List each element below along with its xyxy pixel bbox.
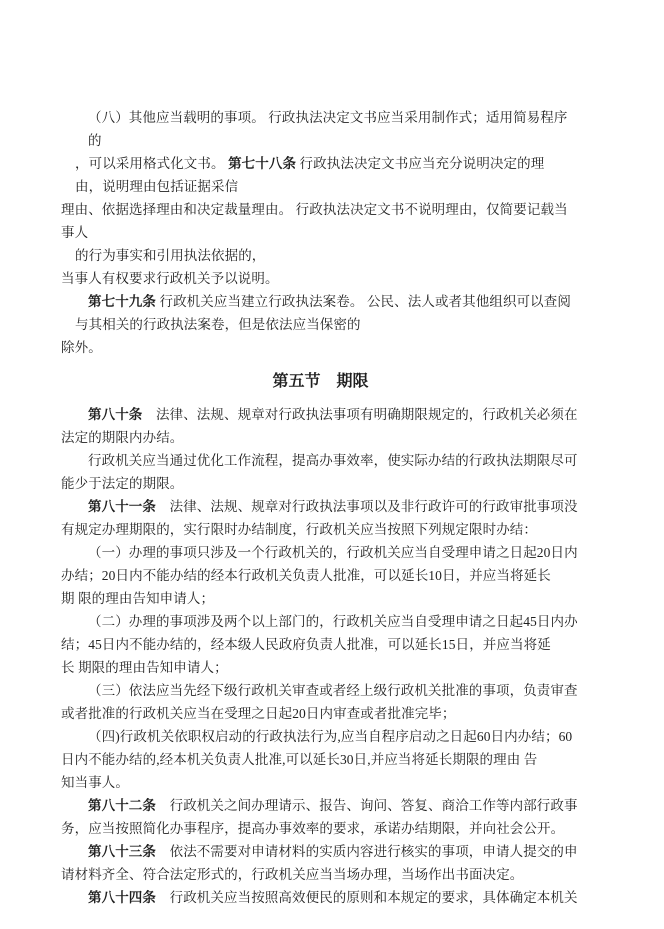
text-run: 当事人有权要求行政机关予以说明。 [61, 271, 279, 286]
paragraph-block-after-heading [61, 403, 580, 909]
text-line [61, 472, 580, 495]
text-line [61, 518, 580, 541]
text-run: 行政机关应当建立行政执法案卷。 公民、法人或者其他组织可以查阅 [156, 294, 571, 309]
article-number: 第八十一条 [88, 499, 156, 514]
text-run: 行政机关应当通过优化工作流程，提高办事效率，使实际办结的行政执法期限尽可 [88, 453, 578, 468]
text-line [61, 290, 580, 313]
text-run: ，可以采用格式化文书。 [75, 156, 229, 171]
text-run: （二）办理的事项涉及两个以上部门的，行政机关应当自受理申请之日起45日内办 [88, 614, 578, 629]
article-number: 第八十二条 [88, 798, 156, 813]
text-line [61, 403, 580, 426]
text-line [61, 541, 580, 564]
text-run: 与其相关的行政执法案卷，但是依法应当保密的 [75, 317, 361, 332]
text-line [61, 313, 580, 336]
text-run: 行政执法决定文书应当充分说明决定的理 [296, 156, 545, 171]
text-line [61, 656, 580, 679]
text-run: 除外。 [61, 340, 102, 355]
text-line [61, 152, 580, 175]
text-line [61, 267, 580, 290]
text-run: 或者批准的行政机关应当在受理之日起20日内审查或者批准完毕； [61, 706, 456, 721]
article-number: 第七十九条 [88, 294, 156, 309]
text-run: 务，应当按照简化办事程序，提高办事效率的要求，承诺办结期限，并向社会公开。 [61, 821, 565, 836]
document-body [61, 106, 580, 909]
article-number: 第七十八条 [228, 156, 297, 171]
text-line [61, 106, 580, 152]
text-run: （八）其他应当载明的事项。 行政执法决定文书应当采用制作式；适用简易程序的 [88, 110, 568, 148]
text-line [61, 725, 580, 748]
text-line [61, 794, 580, 817]
article-number: 第八十条 [88, 407, 143, 422]
text-line [61, 175, 580, 198]
text-run: 能少于法定的期限。 [61, 476, 184, 491]
text-run: 行政机关应当按照高效便民的原则和本规定的要求，具体确定本机关 [156, 890, 578, 905]
text-run: 法律、法规、规章对行政执法事项以及非行政许可的行政审批事项没 [156, 499, 578, 514]
text-line [61, 863, 580, 886]
text-run: 依法不需要对申请材料的实质内容进行核实的事项，申请人提交的申 [156, 844, 578, 859]
text-line [61, 564, 580, 587]
text-run: （三）依法应当先经下级行政机关审查或者经上级行政机关批准的事项，负责审查 [88, 683, 578, 698]
text-line [61, 840, 580, 863]
text-line [61, 679, 580, 702]
text-line [61, 702, 580, 725]
text-run: 法定的期限内办结。 [61, 430, 184, 445]
text-line [61, 495, 580, 518]
text-line [61, 748, 580, 771]
text-line [61, 449, 580, 472]
text-line [61, 771, 580, 794]
text-line [61, 633, 580, 656]
paragraph-block-before-heading [61, 106, 580, 359]
text-run: （四)行政机关依职权启动的行政执法行为,应当自程序启动之日起60日内办结；60 [88, 729, 573, 744]
text-line [61, 610, 580, 633]
text-line [61, 336, 580, 359]
text-line [61, 886, 580, 909]
text-run: 法律、法规、规章对行政执法事项有明确期限规定的，行政机关必须在 [142, 407, 578, 422]
text-run: 请材料齐全、符合法定形式的，行政机关应当当场办理，当场作出书面决定。 [61, 867, 524, 882]
text-run: 结；45日内不能办结的，经本级人民政府负责人批准，可以延长15日，并应当将延 [61, 637, 551, 652]
text-line [61, 817, 580, 840]
article-number: 第八十四条 [88, 890, 156, 905]
text-run: 由，说明理由包括证据采信 [75, 179, 239, 194]
section-heading: 第五节 期限 [272, 373, 369, 390]
text-run: 日内不能办结的,经本机关负责人批准,可以延长30日,并应当将延长期限的理由 告 [61, 752, 538, 767]
text-run: 有规定办理期限的，实行限时办结制度，行政机关应当按照下列规定限时办结： [61, 522, 537, 537]
text-run: 的行为事实和引用执法依据的， [75, 248, 266, 263]
text-line [61, 198, 580, 244]
text-line [61, 587, 580, 610]
text-run: 办结；20日内不能办结的经本行政机关负责人批准，可以延长10日，并应当将延长 [61, 568, 551, 583]
text-run: （一）办理的事项只涉及一个行政机关的，行政机关应当自受理申请之日起20日内 [88, 545, 578, 560]
text-run: 行政机关之间办理请示、报告、询问、答复、商洽工作等内部行政事 [156, 798, 578, 813]
text-line [61, 244, 580, 267]
article-number: 第八十三条 [88, 844, 156, 859]
text-run: 长 期限的理由告知申请人； [61, 660, 228, 675]
text-line [61, 426, 580, 449]
text-run: 理由、依据选择理由和决定裁量理由。 行政执法决定文书不说明理由，仅简要记载当事人 [61, 202, 568, 240]
text-run: 期 限的理由告知申请人； [61, 591, 215, 606]
text-run: 知当事人。 [61, 775, 129, 790]
